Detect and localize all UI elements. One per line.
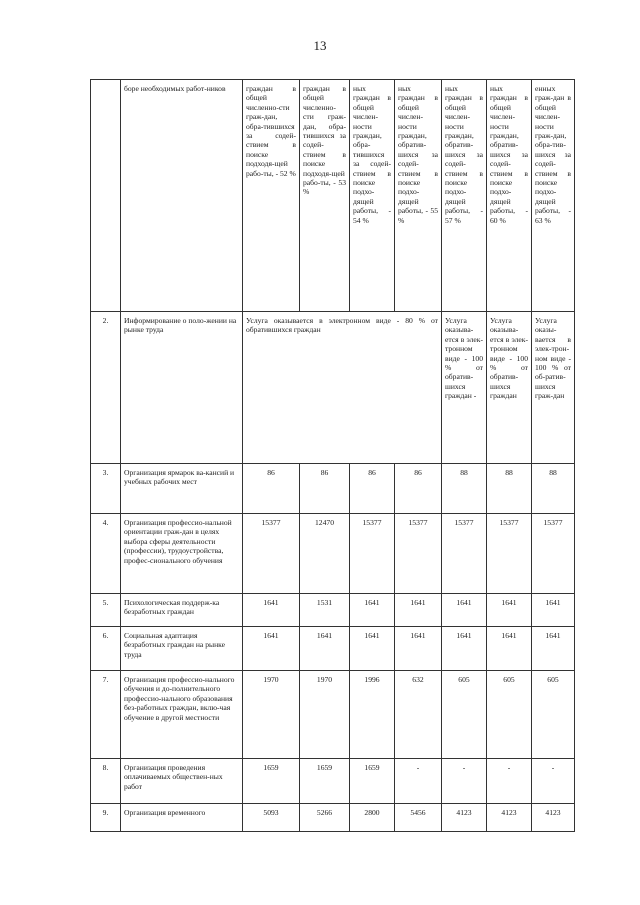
table-cell: 1996	[350, 671, 395, 759]
table-cell: 632	[395, 671, 442, 759]
table-row	[91, 464, 575, 514]
table-cell: 605	[442, 671, 487, 759]
table-cell: граждан в общей численно-сти граж-дан, обра-тившихся за содей-ствием в поиске подходя-щей рабо-ты, - 52 %	[243, 80, 300, 312]
table-cell: ных граждан в общей числен-ности граждан, обратив-шихся за содей-ствием в поиске подхо-дящей работы, - 57 %	[442, 80, 487, 312]
row-name-cell: Информирование о поло-жении на рынке труда	[121, 312, 243, 464]
data-table	[90, 79, 575, 832]
table-cell: 1641	[532, 594, 575, 627]
row-number-cell	[91, 80, 121, 312]
table-cell: 1659	[300, 759, 350, 804]
table-cell: 88	[532, 464, 575, 514]
table-cell: 86	[243, 464, 300, 514]
table-cell: ных граждан в общей числен-ности граждан, обра-тившихся за содей-ствием в поиске подхо-дящей работы, - 54 %	[350, 80, 395, 312]
table-cell: 4123	[532, 804, 575, 832]
table-row	[91, 514, 575, 594]
table-cell: 15377	[487, 514, 532, 594]
table-cell: 88	[487, 464, 532, 514]
table-row	[91, 594, 575, 627]
row-number-cell: 2.	[91, 312, 121, 464]
table-cell: 1641	[442, 594, 487, 627]
row-name-cell: Организация временного	[121, 804, 243, 832]
table-cell: 5093	[243, 804, 300, 832]
row-number-cell: 4.	[91, 514, 121, 594]
row-name-cell: боре необходимых работ-ников	[121, 80, 243, 312]
table-cell: 15377	[442, 514, 487, 594]
page-number: 13	[313, 38, 327, 53]
table-cell: 12470	[300, 514, 350, 594]
table-cell: 1659	[350, 759, 395, 804]
table-cell: -	[442, 759, 487, 804]
row-number-cell: 3.	[91, 464, 121, 514]
table-cell: -	[532, 759, 575, 804]
table-cell: 15377	[532, 514, 575, 594]
table-cell: граждан в общей численно-сти граж-дан, обра-тившихся за содей-ствием в поиске подходя-щей рабо-ты, - 53 %	[300, 80, 350, 312]
row-name-cell: Организация ярмарок ва-кансий и учебных рабочих мест	[121, 464, 243, 514]
row-number-cell: 7.	[91, 671, 121, 759]
row-name-cell: Психологическая поддерж-ка безработных граждан	[121, 594, 243, 627]
table-cell: 1641	[243, 627, 300, 671]
table-cell: Услуга оказыва-ется в элек-тронном виде - 100 % от обратив-шихся граждан	[487, 312, 532, 464]
table-cell: ных граждан в общей числен-ности граждан, обратив-шихся за содей-ствием в поиске подхо-дящей работы, - 55 %	[395, 80, 442, 312]
table-row	[91, 312, 575, 464]
table-cell: 15377	[243, 514, 300, 594]
table-cell: 1641	[300, 627, 350, 671]
table-cell: 4123	[442, 804, 487, 832]
merged-service-cell: Услуга оказывается в электронном виде - 80 % от обратившихся граждан	[243, 312, 442, 464]
table-row	[91, 759, 575, 804]
table-cell: 15377	[395, 514, 442, 594]
table-cell: 86	[350, 464, 395, 514]
row-name-cell: Организация проведения оплачиваемых обществен-ных работ	[121, 759, 243, 804]
table-cell: 605	[532, 671, 575, 759]
table-cell: 1641	[395, 627, 442, 671]
row-name-cell: Организация профессио-нальной ориентации граж-дан в целях выбора сферы деятельности (профессии), трудоустройства, профес-сионального обучения	[121, 514, 243, 594]
table-cell: -	[395, 759, 442, 804]
row-number-cell: 5.	[91, 594, 121, 627]
table-cell: 5266	[300, 804, 350, 832]
table-cell: 4123	[487, 804, 532, 832]
table-cell: 1641	[442, 627, 487, 671]
table-cell: 1641	[243, 594, 300, 627]
table-row	[91, 80, 575, 312]
table-cell: 1641	[350, 594, 395, 627]
table-cell: 1641	[487, 594, 532, 627]
table-cell: 1641	[532, 627, 575, 671]
row-name-cell: Социальная адаптация безработных граждан на рынке труда	[121, 627, 243, 671]
table-row	[91, 627, 575, 671]
table-cell: енных граж-дан в общей числен-ности граж-дан, обра-тив-шихся за содей-ствием в поиске подхо-дящей работы, - 63 %	[532, 80, 575, 312]
row-number-cell: 8.	[91, 759, 121, 804]
table-cell: 86	[300, 464, 350, 514]
table-cell: 1641	[395, 594, 442, 627]
table-cell: Услуга оказы-вается в элек-трон-ном виде - 100 % от об-ратив-шихся граж-дан	[532, 312, 575, 464]
table-cell: 1970	[300, 671, 350, 759]
table-cell: 15377	[350, 514, 395, 594]
table-cell: 5456	[395, 804, 442, 832]
table-cell: 86	[395, 464, 442, 514]
table-cell: 605	[487, 671, 532, 759]
row-number-cell: 9.	[91, 804, 121, 832]
table-cell: -	[487, 759, 532, 804]
table-cell: 1970	[243, 671, 300, 759]
table-cell: ных граждан в общей числен-ности граждан, обратив-шихся за содей-ствием в поиске подхо-дящей работы, - 60 %	[487, 80, 532, 312]
row-name-cell: Организация профессио-нального обучения и до-полнительного профессио-нального образования без-работных граждан, вклю-чая обучение в другой местности	[121, 671, 243, 759]
table-cell: 1641	[350, 627, 395, 671]
table-row	[91, 804, 575, 832]
table-cell: 1659	[243, 759, 300, 804]
table-cell: 2800	[350, 804, 395, 832]
table-cell: 1531	[300, 594, 350, 627]
row-number-cell: 6.	[91, 627, 121, 671]
table-cell: Услуга оказыва-ется в элек-тронном виде - 100 % от обратив-шихся граждан -	[442, 312, 487, 464]
table-row	[91, 671, 575, 759]
table-cell: 88	[442, 464, 487, 514]
table-cell: 1641	[487, 627, 532, 671]
